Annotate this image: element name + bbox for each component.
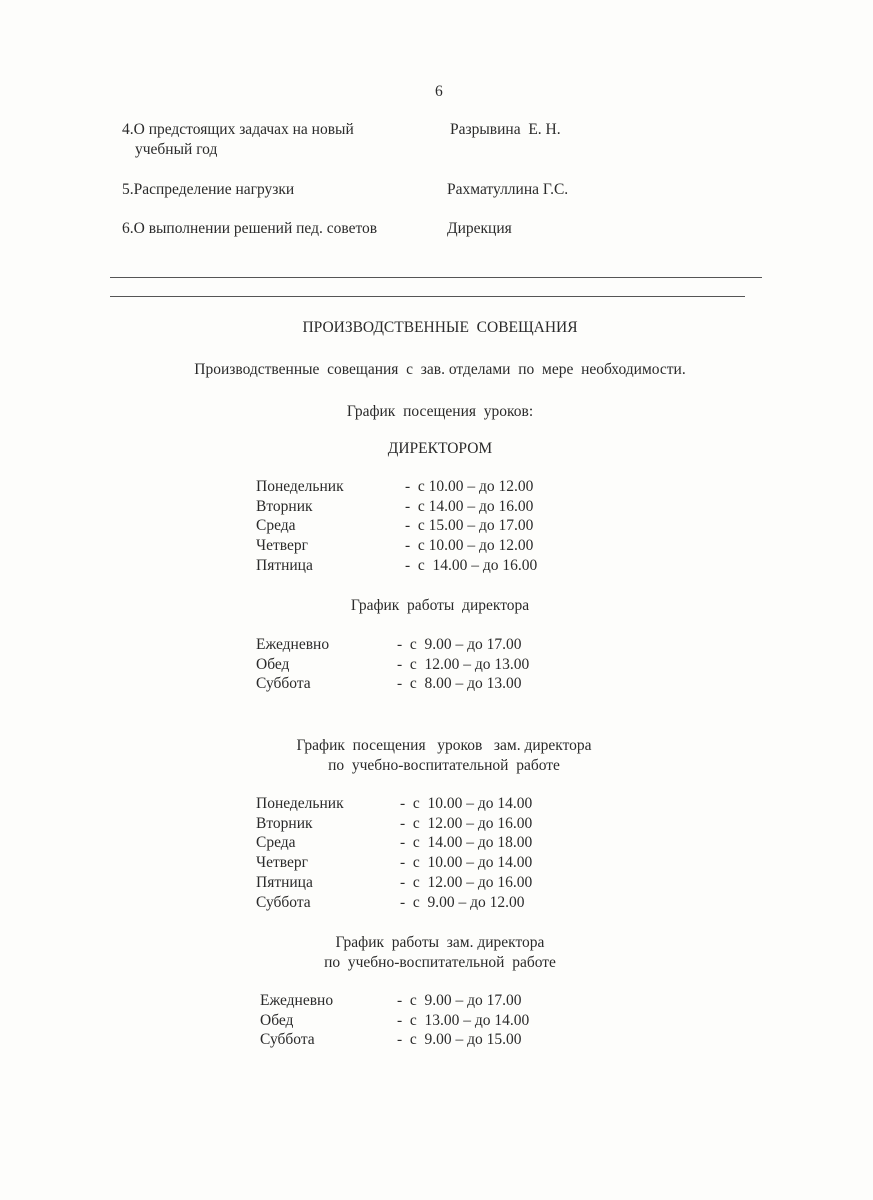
schedule-time: - с 12.00 – до 16.00 xyxy=(400,814,533,832)
agenda-responsible: Дирекция xyxy=(447,220,512,237)
schedule-day: Пятница xyxy=(256,556,313,574)
schedule-time: - с 10.00 – до 12.00 xyxy=(405,537,534,555)
schedule-time: - с 10.00 – до 12.00 xyxy=(405,478,534,495)
agenda-responsible: Разрывина Е. Н. xyxy=(450,121,561,138)
schedule-time: - с 10.00 – до 14.00 xyxy=(400,854,533,872)
section-text: Производственные совещания с зав. отделами по мере необходимости. xyxy=(194,361,686,378)
schedule-time: - с 9.00 – до 17.00 xyxy=(397,636,522,653)
schedule-day: Понедельник xyxy=(256,795,344,812)
schedule-day: Пятница xyxy=(256,873,313,891)
director-work-title: График работы директора xyxy=(350,597,530,614)
schedule-day: Среда xyxy=(256,517,296,535)
schedule-day: Вторник xyxy=(256,814,313,832)
agenda-item-continued: учебный год xyxy=(135,141,218,158)
agenda-item: 6.О выполнении решений пед. советов xyxy=(122,220,378,237)
schedule-time: - с 9.00 – до 17.00 xyxy=(397,992,522,1009)
schedule-day: Суббота xyxy=(256,675,311,693)
schedule-time: - с 14.00 – до 16.00 xyxy=(405,497,534,515)
schedule-day: Четверг xyxy=(256,854,308,872)
schedule-time: - с 12.00 – до 13.00 xyxy=(397,655,530,673)
agenda-responsible: Рахматуллина Г.С. xyxy=(447,181,569,198)
schedule-day: Обед xyxy=(260,1011,294,1029)
agenda-item: 4.О предстоящих задачах на новый xyxy=(122,121,354,138)
schedule-time: - с 8.00 – до 13.00 xyxy=(397,675,522,693)
schedule-time: - с 10.00 – до 14.00 xyxy=(400,795,533,812)
page-number: 6 xyxy=(435,83,443,100)
schedule-time: - с 9.00 – до 15.00 xyxy=(397,1031,522,1049)
schedule-time: - с 14.00 – до 16.00 xyxy=(405,556,538,574)
schedule-time: - с 9.00 – до 12.00 xyxy=(400,893,525,911)
schedule-time: - с 15.00 – до 17.00 xyxy=(405,517,534,535)
deputy-work-subtitle: по учебно-воспитательной работе xyxy=(324,954,556,971)
schedule-day: Суббота xyxy=(260,1031,315,1049)
divider-line xyxy=(110,296,745,297)
deputy-visits-title: График посещения уроков зам. директора xyxy=(296,737,592,754)
schedule-day: Обед xyxy=(256,655,290,673)
director-title: ДИРЕКТОРОМ xyxy=(387,440,493,457)
schedule-time: - с 12.00 – до 16.00 xyxy=(400,873,533,891)
schedule-time: - с 13.00 – до 14.00 xyxy=(397,1011,530,1029)
schedule-day: Ежедневно xyxy=(256,636,330,653)
divider-line xyxy=(110,277,762,278)
schedule-day: Четверг xyxy=(256,537,308,555)
schedule-day: Суббота xyxy=(256,893,311,911)
schedule-day: Вторник xyxy=(256,497,313,515)
schedule-day: Понедельник xyxy=(256,478,344,495)
deputy-work-title: График работы зам. директора xyxy=(335,934,545,951)
deputy-visits-subtitle: по учебно-воспитательной работе xyxy=(328,757,560,774)
schedule-time: - с 14.00 – до 18.00 xyxy=(400,834,533,852)
visits-title: График посещения уроков: xyxy=(346,403,534,420)
schedule-day: Ежедневно xyxy=(260,992,334,1009)
schedule-day: Среда xyxy=(256,834,296,852)
section-title: ПРОИЗВОДСТВЕННЫЕ СОВЕЩАНИЯ xyxy=(302,319,578,336)
agenda-item: 5.Распределение нагрузки xyxy=(122,181,295,198)
